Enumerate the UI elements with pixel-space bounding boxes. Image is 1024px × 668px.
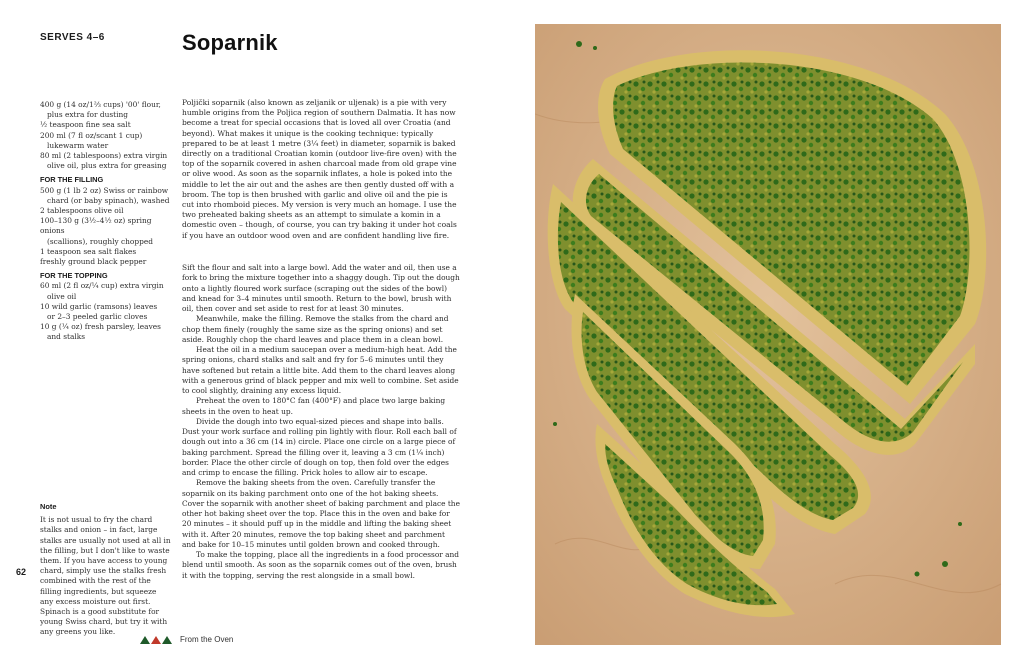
recipe-title: Soparnik [182, 30, 278, 55]
note-text: It is not usual to fry the chard stalks and onion – in fact, large stalks are usually not used at all in the filling, but I don't like to waste them. If you have access to young chard, simply use the stalks fresh combined with the rest of the filling ingredients, but squeeze any excess moisture out first. Spinach is a good substitute for young Swiss chard, but try it with any greens you like. [40, 515, 171, 637]
method-paragraph: Preheat the oven to 180°C fan (400°F) and place two large baking sheets in the oven to heat up. [182, 396, 446, 416]
topping-heading: FOR THE TOPPING [40, 271, 108, 281]
method-steps [182, 263, 460, 581]
intro-paragraph: Poljički soparnik (also known as zeljanik or uljenak) is a pie with very humble origins from the Poljica region of southern Dalmatia. It has now become a treat for special occasions that is loved all over Croatia (and beyond). What makes it unique is the cooking technique: typically prepared to be at least 1 metre (3¼ feet) in diameter, soparnik is baked directly on a traditional Croatian komin (outdoor live-fire oven) with the top of the soparnik covered in ashen charcoal made from old grape vine or olive wood. As soon as the soparnik inflates, a hole is poked into the middle to let the air out and the ashes are then gently dusted off with a broom. The top is then brushed with garlic and olive oil and the pie is cut into rhomboid pieces. My version is very much an homage. I use the two preheated baking sheets as an attempt to simulate a komin in a domestic oven – though, of course, you can try baking it under hot coals if you have an outdoor wood oven and are confident handling live fire. [182, 98, 457, 240]
ingredient-line: ½ teaspoon fine sea salt [40, 120, 131, 130]
ingredient-line: 80 ml (2 tablespoons) extra virgin [40, 151, 168, 161]
mountains-icon [140, 635, 172, 644]
ingredient-line: 10 g (¼ oz) fresh parsley, leaves [40, 322, 161, 332]
ingredient-line: or 2–3 peeled garlic cloves [47, 312, 148, 322]
soparnik-illustration [535, 24, 1001, 645]
note-box [40, 502, 172, 638]
ingredient-line: chard (or baby spinach), washed [47, 195, 170, 205]
ingredient-line: 2 tablespoons olive oil [40, 206, 124, 216]
ingredient-line: 100–130 g (3½–4½ oz) spring onions [40, 216, 152, 236]
ingredient-line: 500 g (1 lb 2 oz) Swiss or rainbow [40, 185, 169, 195]
method-paragraph: Sift the flour and salt into a large bowl. Add the water and oil, then use a fork to bring the mixture together into a shaggy dough. Tip out the dough onto a lightly floured work surface (scraping out the sides of the bowl) and knead for 3–4 minutes until smooth. Return to the bowl, brush with oil, then cover and set aside to rest for at least 30 minutes. [182, 263, 460, 313]
ingredient-line: and stalks [47, 332, 86, 342]
footer-section-label [140, 635, 233, 644]
method-paragraph: Heat the oil in a medium saucepan over a medium-high heat. Add the spring onions, chard stalks and salt and fry for 5–6 minutes until they have softened but retain a little bite. Add them to the chard leaves along with a generous grind of black pepper and mix well to combine. Set aside to cool slightly, draining any excess liquid. [182, 345, 459, 395]
page-number: 62 [16, 567, 27, 577]
ingredient-line: 400 g (14 oz/1⅔ cups) '00' flour, [40, 100, 161, 109]
ingredient-line: 200 ml (7 fl oz/scant 1 cup) [40, 130, 143, 140]
ingredient-line: (scallions), roughly chopped [47, 236, 153, 246]
section-name: From the Oven [180, 635, 234, 644]
filling-heading: FOR THE FILLING [40, 175, 104, 185]
ingredient-line: 60 ml (2 fl oz/¼ cup) extra virgin [40, 281, 164, 291]
ingredient-line: freshly ground black pepper [40, 257, 147, 267]
ingredient-line: plus extra for dusting [47, 110, 128, 120]
method-paragraph: To make the topping, place all the ingredients in a food processor and blend until smooth. As soon as the soparnik comes out of the oven, brush it with the topping, serving the rest alongside in a small bowl. [182, 550, 460, 580]
method-paragraph: Meanwhile, make the filling. Remove the stalks from the chard and chop them finely (roughly the same size as the spring onions) and set aside. Roughly chop the chard leaves and place them in a clean bowl. [182, 314, 449, 344]
ingredient-line: lukewarm water [47, 140, 109, 150]
ingredient-line: 1 teaspoon sea salt flakes [40, 246, 137, 256]
ingredient-line: 10 wild garlic (ramsons) leaves [40, 301, 158, 311]
method-paragraph: Remove the baking sheets from the oven. Carefully transfer the soparnik on its baking parchment onto one of the hot baking sheets. Cover the soparnik with another sheet of baking parchment and place the other hot baking sheet over the top. Place this in the oven and bake for 20 minutes – it should puff up in the middle and lifting the baking sheet with it. After 20 minutes, remove the top baking sheet and parchment and bake for 10–15 minutes until golden brown and cooked through. [182, 478, 460, 549]
method-paragraph: Divide the dough into two equal-sized pieces and shape into balls. Dust your work surface and rolling pin lightly with flour. Roll each ball of dough out into a 36 cm (14 in) circle. Place one circle on a large piece of baking parchment. Spread the filling over it, leaving a 3 cm (1¼ inch) border. Place the other circle of dough on top, then fold over the edges and crimp to encase the filling. Prick holes to allow air to escape. [182, 416, 457, 477]
serves-label: SERVES 4–6 [40, 32, 105, 43]
soparnik-photo [535, 24, 1001, 645]
ingredients-list [40, 100, 172, 343]
note-title: Note [40, 502, 57, 511]
ingredient-line: olive oil [47, 291, 77, 301]
ingredient-line: olive oil, plus extra for greasing [47, 161, 167, 171]
